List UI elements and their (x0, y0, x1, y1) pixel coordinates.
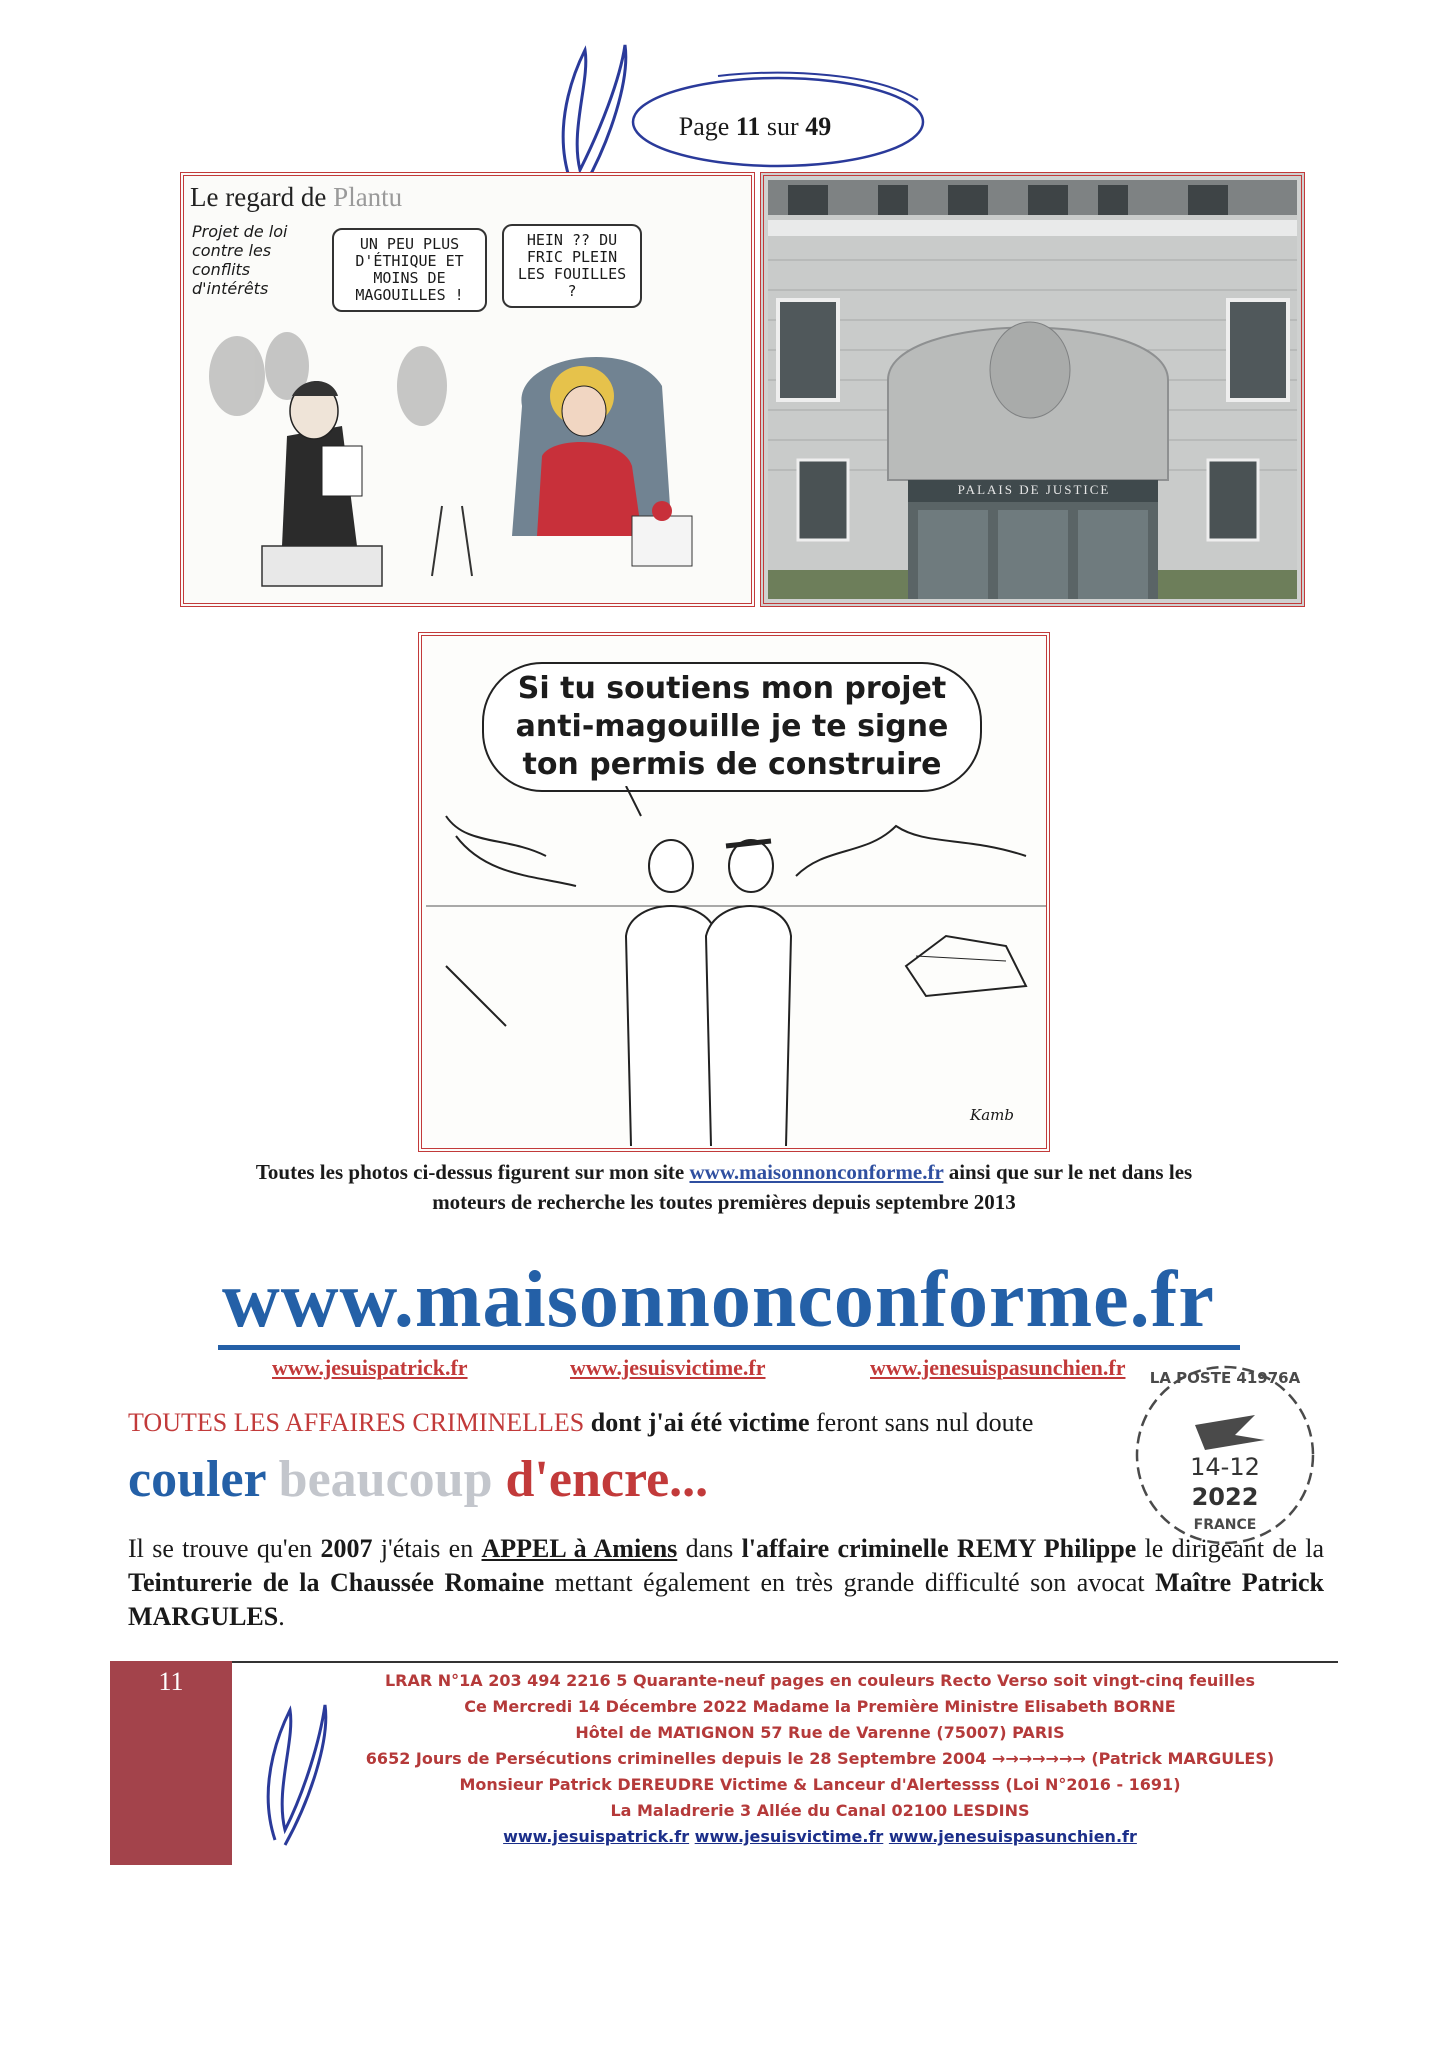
stamp-top-text: LA POSTE 41976A (1149, 1369, 1301, 1387)
footer-page-number: 11 (158, 1667, 184, 1696)
footer-line5: Monsieur Patrick DEREUDRE Victime & Lanceur d'Alertessss (Loi N°2016 - 1691) (459, 1775, 1181, 1794)
signature-scribble-top (540, 40, 640, 190)
page-number (640, 88, 870, 158)
building-facade (768, 180, 1297, 599)
footer-link-jenesuispasunchien[interactable]: www.jenesuispasunchien.fr (888, 1827, 1137, 1846)
cartoon-plantu (180, 172, 755, 607)
cartoon2-bubble (482, 662, 982, 792)
main-site-link[interactable]: www.maisonnonconforme.fr (222, 1256, 1215, 1344)
footer-links (300, 1824, 1340, 1850)
site-underline-bar (218, 1345, 1240, 1350)
caption-line2: moteurs de recherche les toutes premières depuis septembre 2013 (432, 1190, 1016, 1214)
page-prefix: Page (678, 112, 730, 141)
footer-link-jesuispatrick[interactable]: www.jesuispatrick.fr (503, 1827, 690, 1846)
footer-line4: 6652 Jours de Persécutions criminelles depuis le 28 Septembre 2004 →→→→→→→ (Patrick MARGULES) (365, 1749, 1275, 1768)
footer-page-block (110, 1661, 232, 1865)
cartoon-bubble-left: UN PEU PLUS D'ÉTHIQUE ET MOINS DE MAGOUILLES ! (332, 228, 487, 312)
cartoon-permis (418, 632, 1050, 1152)
page-total: 49 (805, 112, 832, 141)
encre-line: couler beaucoup d'encre... (128, 1451, 709, 1508)
footer-link-jesuisvictime[interactable]: www.jesuisvictime.fr (694, 1827, 884, 1846)
footer-rule (110, 1661, 1338, 1663)
stamp-country: FRANCE (1193, 1517, 1257, 1533)
link-jesuispatrick[interactable]: www.jesuispatrick.fr (272, 1355, 468, 1380)
link-jenesuispasunchien[interactable]: www.jenesuispasunchien.fr (870, 1355, 1126, 1380)
footer-text (300, 1668, 1340, 1850)
footer-line2: Ce Mercredi 14 Décembre 2022 Madame la Première Ministre Elisabeth BORNE (464, 1697, 1176, 1716)
palais-sign: PALAIS DE JUSTICE (957, 482, 1111, 497)
cartoon2-signature: Kamb (970, 1106, 1014, 1124)
body-paragraph: Il se trouve qu'en 2007 j'étais en APPEL à Amiens dans l'affaire criminelle REMY Philippe le dirigeant de la Teinturerie de la Chaussée Romaine mettant également en très grande difficulté son avocat Maître Patrick MARGULES. (128, 1534, 1325, 1631)
cartoon-note: Projet de loi contre les conflits d'intérêts (192, 222, 288, 298)
page-current: 11 (735, 112, 761, 141)
cartoon2-bubble-line3: ton permis de construire (522, 747, 942, 782)
page-sep: sur (766, 112, 799, 141)
footer-line6: La Maladrerie 3 Allée du Canal 02100 LESDINS (610, 1801, 1030, 1820)
photo-palais-de-justice (760, 172, 1305, 607)
cartoon-drawing (192, 296, 747, 596)
photos-caption: Toutes les photos ci-dessus figurent sur mon site www.maisonnonconforme.fr ainsi que sur le net dans les moteurs de recherche les toutes premières depuis septembre 2013 (140, 1157, 1308, 1217)
footer-line3: Hôtel de MATIGNON 57 Rue de Varenne (75007) PARIS (575, 1723, 1065, 1742)
footer-line1: LRAR N°1A 203 494 2216 5 Quarante-neuf pages en couleurs Recto Verso soit vingt-cinq feuilles (384, 1671, 1256, 1690)
caption-site-link[interactable]: www.maisonnonconforme.fr (689, 1160, 944, 1184)
affaires-line: TOUTES LES AFFAIRES CRIMINELLES dont j'ai été victime feront sans nul doute (128, 1408, 1034, 1437)
stamp-date: 14-12 (1190, 1453, 1260, 1481)
cartoon-bubble-right: HEIN ?? DU FRIC PLEIN LES FOUILLES ? (502, 224, 642, 308)
cartoon2-bubble-line2: anti-magouille je te signe (515, 709, 949, 744)
stamp-year: 2022 (1191, 1483, 1259, 1511)
cartoon-title: Le regard de Plantu (190, 182, 403, 212)
link-jesuisvictime[interactable]: www.jesuisvictime.fr (570, 1355, 766, 1380)
cartoon2-bubble-line1: Si tu soutiens mon projet (517, 671, 947, 706)
cartoon2-drawing (426, 786, 1046, 1146)
postal-stamp (1125, 1355, 1325, 1555)
